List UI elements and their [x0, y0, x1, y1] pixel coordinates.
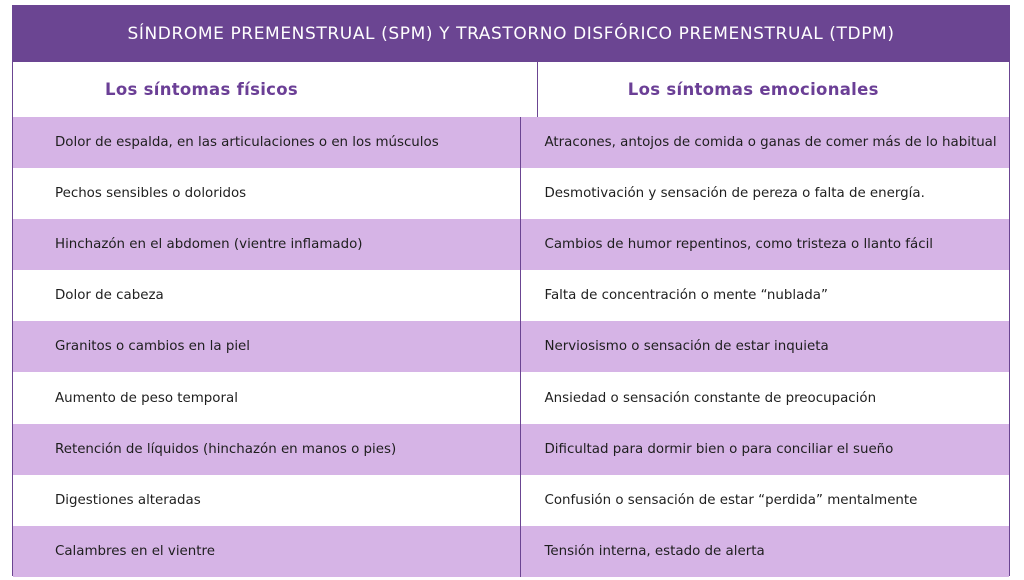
table-row	[13, 168, 1009, 219]
table-row	[13, 526, 1009, 577]
emotional-symptom-cell: Ansiedad o sensación constante de preocupación	[544, 390, 877, 406]
table-row	[13, 372, 1009, 423]
physical-symptoms-header: Los síntomas físicos	[13, 62, 538, 117]
emotional-symptom-cell: Dificultad para dormir bien o para conciliar el sueño	[544, 441, 894, 457]
header-row	[13, 62, 1009, 117]
table-body	[13, 117, 1009, 577]
table-row	[13, 117, 1009, 168]
emotional-symptom-cell: Tensión interna, estado de alerta	[544, 543, 765, 559]
physical-symptom-cell: Dolor de cabeza	[13, 270, 521, 321]
emotional-symptom-cell: Cambios de humor repentinos, como tristeza o llanto fácil	[544, 237, 934, 253]
table-title: SÍNDROME PREMENSTRUAL (SPM) Y TRASTORNO DISFÓRICO PREMENSTRUAL (TDPM)	[13, 6, 1009, 62]
physical-symptom-cell: Dolor de espalda, en las articulaciones o en los músculos	[13, 117, 521, 168]
physical-symptom-cell: Calambres en el vientre	[13, 526, 521, 577]
emotional-symptom-cell: Confusión o sensación de estar “perdida” mentalmente	[544, 492, 918, 508]
emotional-symptom-cell: Desmotivación y sensación de pereza o falta de energía.	[544, 186, 925, 202]
physical-symptom-cell: Hinchazón en el abdomen (vientre inflamado)	[13, 219, 521, 270]
table-row	[13, 270, 1009, 321]
table-row	[13, 424, 1009, 475]
table-row	[13, 321, 1009, 372]
physical-symptom-cell: Granitos o cambios en la piel	[13, 321, 521, 372]
table-row	[13, 219, 1009, 270]
emotional-symptom-cell: Falta de concentración o mente “nublada”	[544, 288, 828, 304]
physical-symptom-cell: Aumento de peso temporal	[13, 372, 521, 423]
symptoms-table	[12, 5, 1010, 576]
physical-symptom-cell: Retención de líquidos (hinchazón en manos o pies)	[13, 424, 521, 475]
emotional-symptom-cell: Atracones, antojos de comida o ganas de comer más de lo habitual	[544, 135, 997, 151]
emotional-symptom-cell: Nerviosismo o sensación de estar inquieta	[544, 339, 829, 355]
physical-symptom-cell: Digestiones alteradas	[13, 475, 521, 526]
table-row	[13, 475, 1009, 526]
emotional-symptoms-header: Los síntomas emocionales	[627, 80, 879, 99]
physical-symptom-cell: Pechos sensibles o doloridos	[13, 168, 521, 219]
